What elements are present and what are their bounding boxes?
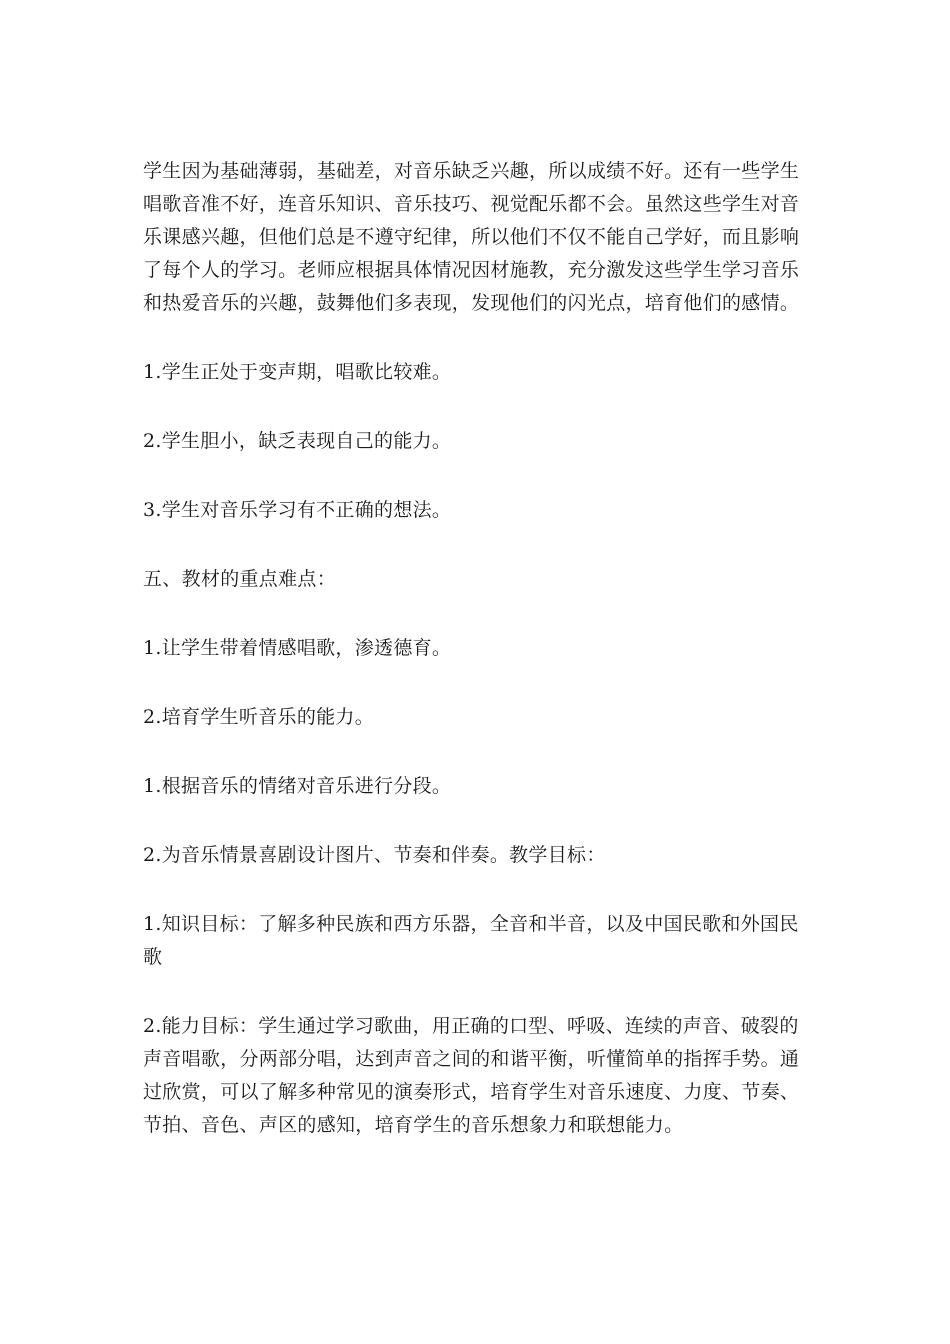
paragraph-item: 2.能力目标：学生通过学习歌曲，用正确的口型、呼吸、连续的声音、破裂的声音唱歌，分两部分唱，达到声音之间的和谐平衡，听懂简单的指挥手势。通过欣赏，可以了解多种常见的演奏形式，培育学生对音乐速度、力度、节奏、节拍、音色、声区的感知，培育学生的音乐想象力和联想能力。 <box>143 1015 800 1136</box>
paragraph-item: 1.知识目标：了解多种民族和西方乐器，全音和半音，以及中国民歌和外国民歌 <box>143 913 799 968</box>
paragraph-item: 3.学生对音乐学习有不正确的想法。 <box>143 499 452 521</box>
document-body <box>143 155 803 1142</box>
section-heading: 五、教材的重点难点： <box>143 568 337 590</box>
paragraph-item: 1.根据音乐的情绪对音乐进行分段。 <box>143 775 452 797</box>
paragraph-item: 1.学生正处于变声期，唱歌比较难。 <box>143 361 452 383</box>
paragraph-item: 2.培育学生听音乐的能力。 <box>143 706 375 728</box>
paragraph-item: 1.让学生带着情感唱歌，渗透德育。 <box>143 637 452 659</box>
paragraph-intro: 学生因为基础薄弱，基础差，对音乐缺乏兴趣，所以成绩不好。还有一些学生唱歌音准不好，连音乐知识、音乐技巧、视觉配乐都不会。虽然这些学生对音乐课感兴趣，但他们总是不遵守纪律，所以他们不仅不能自己学好，而且影响了每个人的学习。老师应根据具体情况因材施教，充分激发这些学生学习音乐和热爱音乐的兴趣，鼓舞他们多表现，发现他们的闪光点，培育他们的感情。 <box>143 160 800 314</box>
paragraph-item: 2.学生胆小，缺乏表现自己的能力。 <box>143 430 452 452</box>
paragraph-item: 2.为音乐情景喜剧设计图片、节奏和伴奏。教学目标： <box>143 844 606 866</box>
